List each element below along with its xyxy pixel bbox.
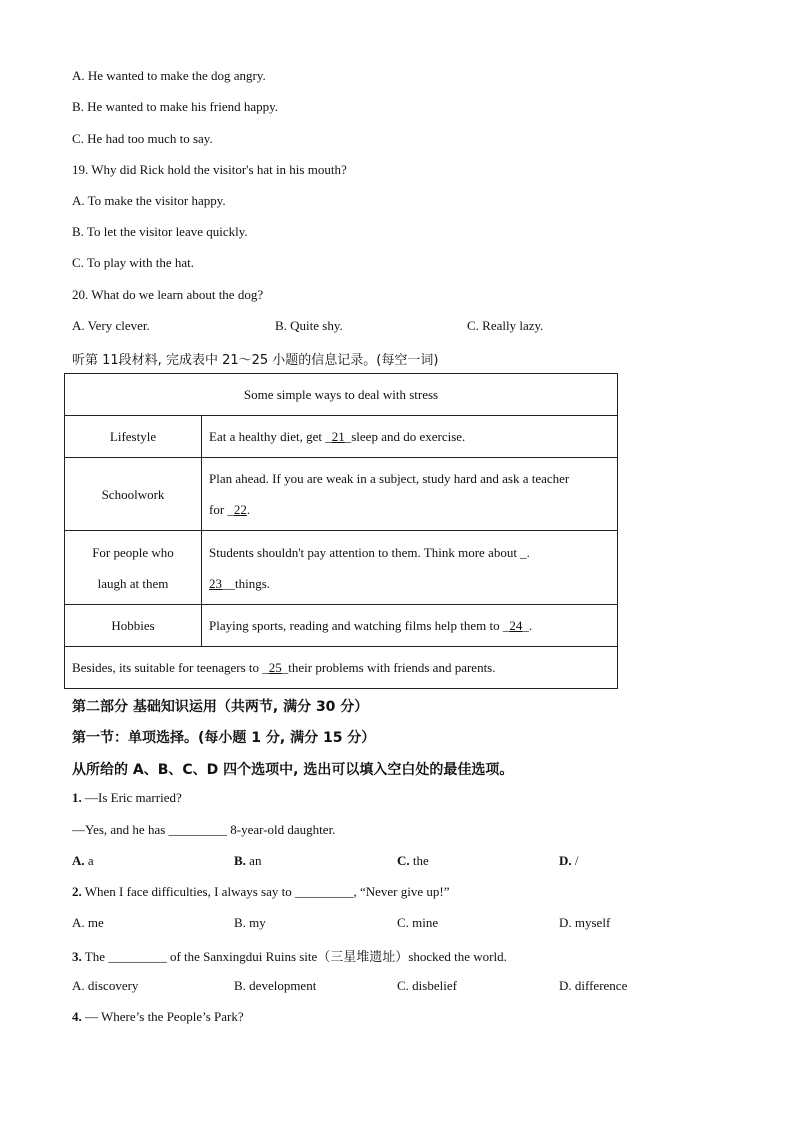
blank-24: 24	[509, 618, 523, 633]
q18-option-a: A. He wanted to make the dog angry.	[72, 68, 266, 83]
q1-option-a: A. a	[72, 853, 94, 868]
q19-option-a: A. To make the visitor happy.	[72, 193, 226, 208]
row-label: Hobbies	[65, 605, 202, 647]
blank-22: 22	[233, 502, 247, 517]
q2-option-a: A. me	[72, 915, 104, 930]
q1-option-d: D. /	[559, 853, 579, 868]
q1-option-b: B. an	[234, 853, 262, 868]
q1-answer-line: —Yes, and he has _________ 8-year-old daughter.	[72, 822, 336, 837]
q20-option-a: A. Very clever.	[72, 318, 150, 333]
blank-25: 25	[268, 660, 282, 675]
q3-option-c: C. disbelief	[397, 978, 457, 993]
table-footer: Besides, its suitable for teenagers to _25_their problems with friends and parents.	[65, 647, 618, 689]
q19-option-b: B. To let the visitor leave quickly.	[72, 224, 248, 239]
q1-question: 1. —Is Eric married?	[72, 790, 182, 805]
row-label: Lifestyle	[65, 416, 202, 458]
row-content: Students shouldn't pay attention to them. Think more about _. 23__things.	[202, 531, 618, 605]
q3-option-b: B. development	[234, 978, 317, 993]
part2-heading: 第二部分 基础知识运用（共两节, 满分 30 分）	[72, 699, 369, 715]
q2-option-c: C. mine	[397, 915, 439, 930]
row-label: For people who laugh at them	[65, 531, 202, 605]
q18-option-b: B. He wanted to make his friend happy.	[72, 99, 279, 114]
q20-option-c: C. Really lazy.	[467, 318, 544, 333]
q4-question: 4. — Where’s the People’s Park?	[72, 1009, 244, 1024]
table-title-row	[65, 374, 618, 416]
table-row	[65, 531, 618, 605]
row-content: Playing sports, reading and watching films help them to _24_.	[202, 605, 618, 647]
q3-option-d: D. difference	[559, 978, 628, 993]
q3-question: 3. The _________ of the Sanxingdui Ruins site（三星堆遗址）shocked the world.	[72, 949, 507, 964]
table-row	[65, 605, 618, 647]
table-row	[65, 416, 618, 458]
table-title: Some simple ways to deal with stress	[65, 374, 618, 416]
q20-question: 20. What do we learn about the dog?	[72, 287, 264, 302]
q2-question: 2. When I face difficulties, I always say to _________, “Never give up!”	[72, 884, 450, 899]
q3-option-a: A. discovery	[72, 978, 139, 993]
q2-option-b: B. my	[234, 915, 266, 930]
q19-option-c: C. To play with the hat.	[72, 255, 194, 270]
table-footer-row	[65, 647, 618, 689]
blank-23: 23	[209, 575, 222, 591]
q1-option-c: C. the	[397, 853, 429, 868]
row-content: Eat a healthy diet, get _21_sleep and do exercise.	[202, 416, 618, 458]
section1-heading: 第一节：单项选择。(每小题 1 分, 满分 15 分）	[72, 730, 376, 746]
stress-table	[64, 373, 618, 689]
q19-question: 19. Why did Rick hold the visitor's hat in his mouth?	[72, 162, 347, 177]
q2-option-d: D. myself	[559, 915, 611, 930]
listening-instruction: 听第 11段材料, 完成表中 21～25 小题的信息记录。(每空一词)	[72, 353, 439, 368]
row-content: Plan ahead. If you are weak in a subject, study hard and ask a teacher for _22.	[202, 458, 618, 531]
q18-option-c: C. He had too much to say.	[72, 131, 213, 146]
q20-option-b: B. Quite shy.	[275, 318, 343, 333]
row-label: Schoolwork	[65, 458, 202, 531]
blank-21: 21	[331, 429, 345, 444]
section-instruction: 从所给的 A、B、C、D 四个选项中, 选出可以填入空白处的最佳选项。	[72, 762, 514, 778]
table-row	[65, 458, 618, 531]
